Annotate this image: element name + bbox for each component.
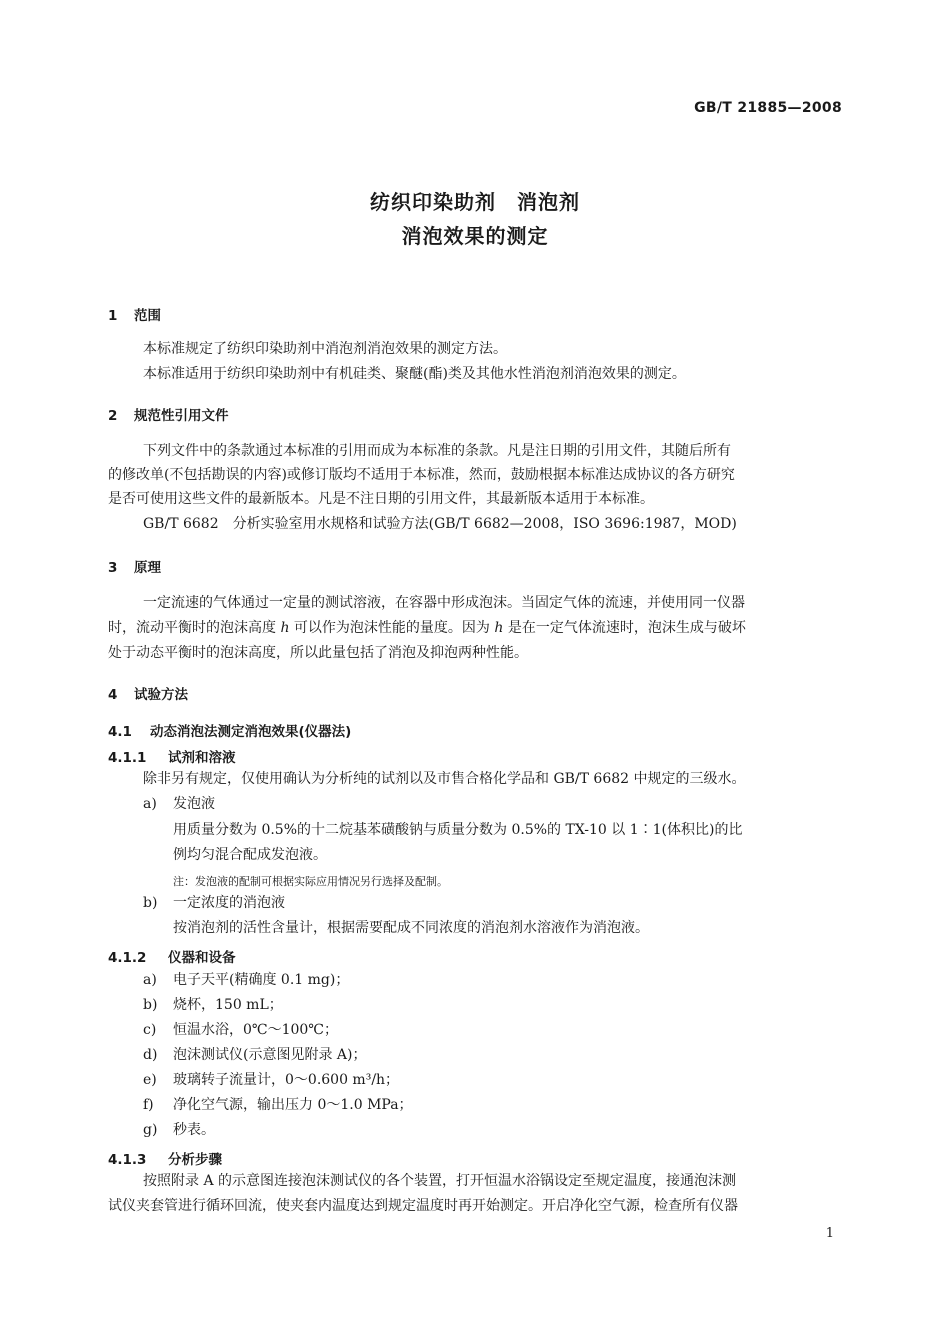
list-item-b-title: 一定浓度的消泡液 [173, 895, 285, 911]
sec3-line-2 [108, 617, 746, 639]
sec411-intro: 除非另有规定，仅使用确认为分析纯的试剂以及市售合格化学品和 GB/T 6682 中规定的三级水。 [143, 771, 746, 787]
equipment-item-a-label: a) [143, 972, 157, 988]
section-title: 分析步骤 [168, 1152, 222, 1168]
equipment-item-g: 秒表。 [173, 1122, 215, 1138]
list-item-a-label: a) [143, 796, 157, 812]
equipment-item-g-label: g) [143, 1122, 158, 1138]
equipment-item-d: 泡沫测试仪(示意图见附录 A)； [173, 1047, 367, 1063]
list-item-a-text-2: 例均匀混合配成发泡液。 [173, 847, 327, 863]
equipment-item-a: 电子天平(精确度 0.1 mg)； [173, 972, 350, 988]
equipment-item-c: 恒温水浴，0℃～100℃； [173, 1022, 338, 1038]
variable-h: h [280, 620, 290, 636]
section-number: 4.1 [108, 724, 132, 740]
list-item-a-text-1: 用质量分数为 0.5%的十二烷基苯磺酸钠与质量分数为 0.5%的 TX-10 以 1∶1(体积比)的比 [173, 822, 743, 838]
sec1-paragraph-1: 本标准规定了纺织印染助剂中消泡剂消泡效果的测定方法。 [143, 341, 507, 357]
section-number: 2 [108, 408, 118, 424]
section-title: 试剂和溶液 [168, 750, 236, 766]
equipment-item-b-label: b) [143, 997, 158, 1013]
section-number: 3 [108, 560, 118, 576]
list-item-b-label: b) [143, 895, 158, 911]
sec3-line-2-part: 可以作为泡沫性能的量度。因为 [289, 620, 495, 636]
variable-h: h [494, 620, 504, 636]
sec2-line-1: 下列文件中的条款通过本标准的引用而成为本标准的条款。凡是注日期的引用文件，其随后所有 [143, 443, 731, 459]
sec2-normative-reference: GB/T 6682 分析实验室用水规格和试验方法(GB/T 6682—2008，ISO 3696:1987，MOD) [143, 516, 737, 532]
sec3-line-2-part: 是在一定气体流速时，泡沫生成与破坏 [503, 620, 746, 636]
section-title: 动态消泡法测定消泡效果(仪器法) [150, 724, 352, 740]
section-title: 范围 [134, 308, 161, 324]
document-title-line1: 纺织印染助剂 消泡剂 [370, 190, 580, 214]
sec3-line-1: 一定流速的气体通过一定量的测试溶液，在容器中形成泡沫。当固定气体的流速，并使用同一仪器 [143, 595, 745, 611]
sec3-line-3: 处于动态平衡时的泡沫高度，所以此量包括了消泡及抑泡两种性能。 [108, 645, 528, 661]
note: 注：发泡液的配制可根据实际应用情况另行选择及配制。 [173, 875, 448, 888]
section-number: 4.1.3 [108, 1152, 147, 1168]
equipment-item-e-label: e) [143, 1072, 157, 1088]
sec413-line-2: 试仪夹套管进行循环回流，使夹套内温度达到规定温度时再开始测定。开启净化空气源，检查所有仪器 [108, 1198, 738, 1214]
page-number: 1 [825, 1226, 834, 1241]
sec3-line-2-part: 时，流动平衡时的泡沫高度 [108, 620, 281, 636]
sec1-paragraph-2: 本标准适用于纺织印染助剂中有机硅类、聚醚(酯)类及其他水性消泡剂消泡效果的测定。 [143, 366, 686, 382]
subsection-4-1-3-heading [108, 1148, 222, 1168]
section-number: 1 [108, 308, 118, 324]
sec2-line-3: 是否可使用这些文件的最新版本。凡是不注日期的引用文件，其最新版本适用于本标准。 [108, 491, 654, 507]
section-number: 4.1.1 [108, 750, 147, 766]
standard-code: GB/T 21885—2008 [694, 100, 842, 116]
equipment-item-b: 烧杯，150 mL； [173, 997, 283, 1013]
section-title: 规范性引用文件 [134, 408, 229, 424]
subsection-4-1-1-heading [108, 746, 236, 766]
equipment-item-c-label: c) [143, 1022, 157, 1038]
list-item-a-title: 发泡液 [173, 796, 215, 812]
section-title: 原理 [134, 560, 161, 576]
equipment-item-f: 净化空气源，输出压力 0～1.0 MPa； [173, 1097, 413, 1113]
section-title: 仪器和设备 [168, 950, 236, 966]
subsection-4-1-2-heading [108, 946, 236, 966]
equipment-item-d-label: d) [143, 1047, 158, 1063]
section-number: 4 [108, 687, 118, 703]
list-item-b-text: 按消泡剂的活性含量计，根据需要配成不同浓度的消泡剂水溶液作为消泡液。 [173, 920, 649, 936]
sec413-line-1: 按照附录 A 的示意图连接泡沫测试仪的各个装置，打开恒温水浴锅设定至规定温度，接通泡沫测 [143, 1173, 737, 1189]
section-1-heading [108, 304, 161, 324]
section-title: 试验方法 [134, 687, 188, 703]
document-title-line2: 消泡效果的测定 [401, 224, 549, 248]
sec2-line-2: 的修改单(不包括勘误的内容)或修订版均不适用于本标准，然而，鼓励根据本标准达成协议的各方研究 [108, 467, 735, 483]
equipment-item-e: 玻璃转子流量计，0～0.600 m³/h； [173, 1072, 400, 1088]
subsection-4-1-heading [108, 720, 351, 740]
section-2-heading [108, 404, 229, 424]
equipment-item-f-label: f) [143, 1097, 154, 1113]
section-4-heading [108, 683, 188, 703]
section-number: 4.1.2 [108, 950, 147, 966]
section-3-heading [108, 556, 161, 576]
